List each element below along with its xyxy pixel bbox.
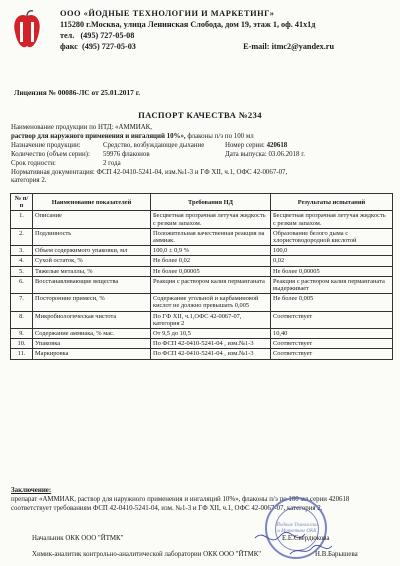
row-result: Бесцветная прозрачная летучая жидкость с резким запахом. [271,211,393,228]
row-requirement: Не более 0,02 [151,256,271,266]
row-requirement: От 9,5 до 10,5 [151,329,271,339]
head-name: Е.Е.Свердюкова [282,535,330,542]
row-indicator: Маркировка [33,349,151,359]
table-row [11,228,393,245]
row-result: Реакция с раствором калия перманганата выдерживает [271,276,393,293]
company-address: 115280 г.Москва, улица Ленинская Слобода, дом 19, этаж 1, оф. 41х1д [60,20,316,29]
row-result: Соответствует [271,339,393,349]
company-name: ООО «ЙОДНЫЕ ТЕХНОЛОГИИ И МАРКЕТИНГ» [60,9,275,18]
normative-docs: Нормативная документация: ФСП 42-0410-5241-04, изм.№1-3 и ГФ XII, ч.1, ОФС 42-0067-07, [11,168,288,176]
row-indicator: Содержание аммиака, % мас. [33,329,151,339]
col-header-num: № п/п [11,194,33,211]
row-indicator: Сухой остаток, % [33,256,151,266]
row-num: 11. [11,349,33,359]
purpose-row: Назначение продукции: Средство, возбуждающее дыхание Номер серии: 420618 [11,141,288,149]
row-result: 100,0 [271,246,393,256]
quantity-row: Количество (объем серии): 59976 флаконов Дата выпуска: 03.06.2018 г. [11,150,305,158]
row-indicator: Тяжелые металлы, % [33,266,151,276]
row-num: 7. [11,294,33,311]
normative-docs-cont: категория 2. [11,177,47,185]
row-requirement: Содержание угольной и карбаминовой кислот не должно превышать 0,005 [151,294,271,311]
row-num: 10. [11,339,33,349]
quality-table [10,193,393,360]
stamp-text: Йодные Технологии и Маркетинг ОКК [275,507,319,551]
row-indicator: Объем содержимого упаковки, мл [33,246,151,256]
product-name-line2: раствор для наружного применения и ингаляций 10%», флаконы п/э по 100 мл [11,132,254,140]
table-row [11,211,393,228]
table-row [11,294,393,311]
row-result: 10,40 [271,329,393,339]
row-result: 0,02 [271,256,393,266]
row-indicator: Описание [33,211,151,228]
chemist-name: Н.В.Барышева [315,551,358,558]
row-num: 6. [11,276,33,293]
table-header-row [11,194,393,211]
row-requirement: По ГФ XII, ч.1,ОФС 42-0067-07, категория 2 [151,311,271,328]
table-row [11,349,393,359]
row-indicator: Упаковка [33,339,151,349]
row-requirement: По ФСП 42-0410-5241-04 , изм.№1-3 [151,349,271,359]
conclusion-title: Заключение: [11,487,52,494]
row-requirement: Не более 0,00005 [151,266,271,276]
company-header [60,8,392,52]
chemist-label: Химик-аналитик контрольно-аналитической лаборатории ОКК ООО "ЙТМК" [32,551,262,558]
row-indicator: Микробиологическая чистота [33,311,151,328]
row-num: 2. [11,228,33,245]
row-num: 8. [11,311,33,328]
col-header-results: Результаты испытаний [271,194,393,211]
document-title: ПАСПОРТ КАЧЕСТВА №234 [138,110,262,120]
row-requirement: Положительная качественная реакция на аммиак. [151,228,271,245]
signature-chemist [32,551,382,558]
row-result: Образование белого дыма с хлористоводородной кислотой [271,228,393,245]
row-num: 9. [11,329,33,339]
table-row [11,276,393,293]
table-row [11,256,393,266]
row-num: 3. [11,246,33,256]
conclusion-text: препарат «АММИАК, раствор для наружного применения и ингаляций 10%», флаконы п/э по 100 мл серии 420618 соответствует требованиям ФСП 42-0410-5241-04, изм. №1-3 и ГФ XII, ч.1, ОФС 42-0067-07, категория 2. [11,495,350,512]
signature-head [32,535,382,542]
row-indicator: Подлинность [33,228,151,245]
row-result: Не более 0,00005 [271,266,393,276]
col-header-indicator: Наименование показателей [33,194,151,211]
row-result: Не более 0,005 [271,294,393,311]
row-num: 4. [11,256,33,266]
company-phone: тел. (495) 727-05-08 [60,31,135,40]
row-indicator: Посторонние примеси, % [33,294,151,311]
row-result: Соответствует [271,349,393,359]
table-row [11,329,393,339]
license-line: Лицензия № 00086-ЛС от 25.01.2017 г. [14,88,141,97]
product-info [11,124,391,186]
table-row [11,246,393,256]
table-row [11,339,393,349]
col-header-requirements: Требования НД [151,194,271,211]
row-requirement: Реакция с раствором калия перманганата [151,276,271,293]
row-requirement: 100,0 ± 0,9 % [151,246,271,256]
row-requirement: Бесцветная прозрачная летучая жидкость с резким запахом. [151,211,271,228]
row-num: 1. [11,211,33,228]
table-row [11,266,393,276]
row-requirement: По ФСП 42-0410-5241-04 , изм.№1-3 [151,339,271,349]
row-num: 5. [11,266,33,276]
company-fax-email: факс (495) 727-05-03 E-mail: itmc2@yandex.ru [60,42,334,51]
row-indicator: Восстанавливающие вещества [33,276,151,293]
conclusion [11,487,391,513]
company-logo [12,10,42,54]
head-label: Начальник ОКК ООО "ЙТМК" [32,535,124,542]
row-result: Соответствует [271,311,393,328]
shelf-life-row: Срок годности: 2 года [11,159,121,167]
table-row [11,311,393,328]
product-name-line: Наименование продукции по НТД: «АММИАК, [11,124,153,131]
